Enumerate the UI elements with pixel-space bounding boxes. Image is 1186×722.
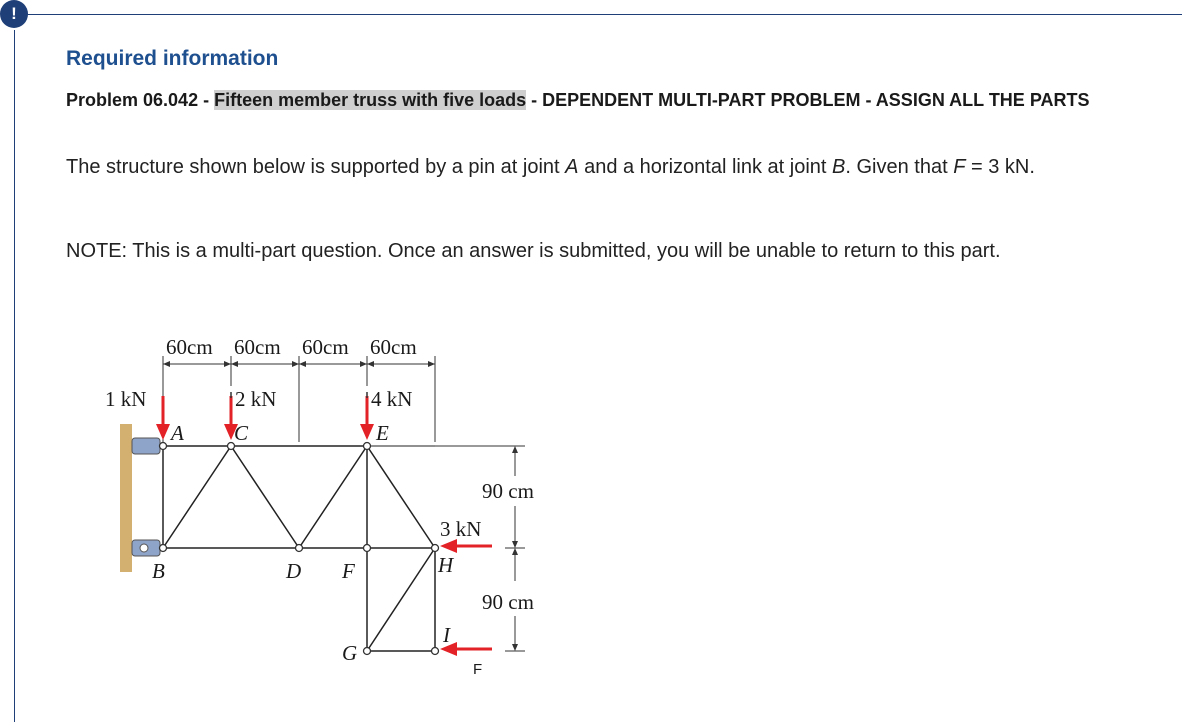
- joint-label: I: [443, 623, 450, 647]
- problem-highlight: Fifteen member truss with five loads: [214, 90, 527, 110]
- height-label: 90 cm: [482, 590, 534, 614]
- load-label: 2 kN: [235, 387, 277, 411]
- statement-text-2: and a horizontal link at joint: [578, 156, 833, 178]
- joint-label: G: [342, 641, 358, 665]
- required-information-heading: Required information: [66, 47, 279, 70]
- height-label: 90 cm: [482, 479, 534, 503]
- pin-support-a: [132, 438, 160, 454]
- vertical-arrowheads: [156, 424, 374, 440]
- truss-diagram: [100, 326, 560, 686]
- statement-text-3: . Given that: [845, 156, 954, 178]
- load-label: 4 kN: [371, 387, 413, 411]
- joint-label: E: [376, 421, 389, 445]
- wall-support: [120, 424, 132, 572]
- spacing-label: 60cm: [166, 335, 213, 359]
- joint-label: C: [234, 421, 249, 445]
- problem-suffix: - DEPENDENT MULTI-PART PROBLEM - ASSIGN ALL THE PARTS: [526, 90, 1090, 110]
- spacing-label: 60cm: [234, 335, 281, 359]
- problem-statement: [66, 154, 1136, 181]
- spacing-label: 60cm: [302, 335, 349, 359]
- statement-text-4: = 3 kN.: [965, 156, 1035, 178]
- statement-text-1: The structure shown below is supported by a pin at joint: [66, 156, 566, 178]
- frame-border-left: [14, 30, 15, 722]
- joint-label: D: [286, 559, 302, 583]
- joint-label: B: [152, 559, 165, 583]
- load-label: 1 kN: [105, 387, 147, 411]
- link-pin-icon: [140, 544, 148, 552]
- problem-prefix: Problem 06.042 -: [66, 90, 215, 110]
- note-text: NOTE: This is a multi-part question. Once an answer is submitted, you will be unable to return to this part.: [66, 240, 1001, 262]
- statement-joint-b: B: [832, 156, 846, 178]
- load-label: 3 kN: [440, 517, 482, 541]
- frame-border-top: [22, 14, 1182, 15]
- joint-label: A: [171, 421, 184, 445]
- alert-icon: !: [0, 0, 28, 28]
- problem-title: [66, 88, 1146, 113]
- spacing-label: 60cm: [370, 335, 417, 359]
- statement-joint-a: A: [565, 156, 579, 178]
- statement-force-var: F: [953, 156, 966, 178]
- joint-label: H: [438, 553, 454, 577]
- joint-label: F: [342, 559, 355, 583]
- force-label: F: [473, 661, 483, 678]
